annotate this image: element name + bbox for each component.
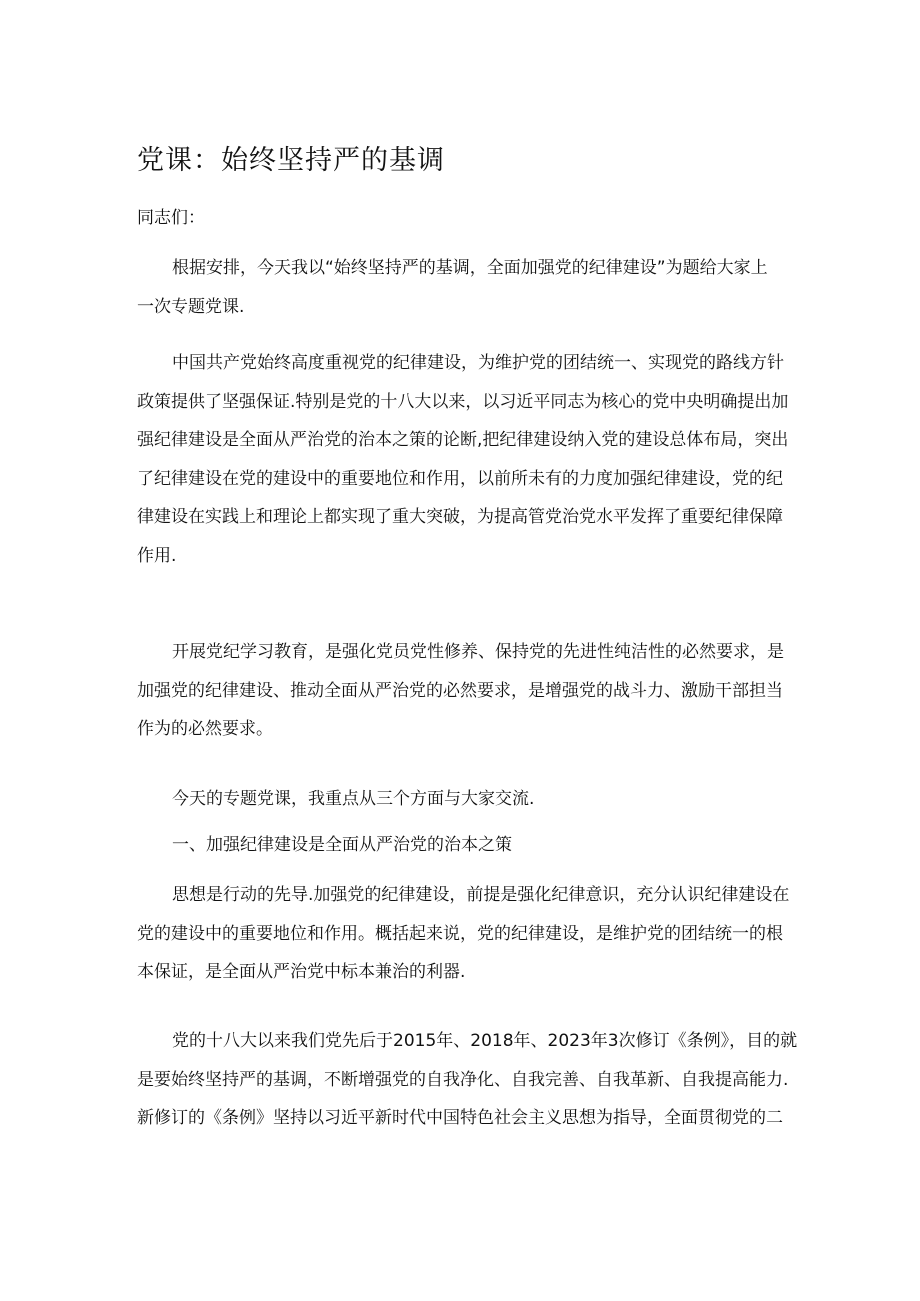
paragraph-line: 根据安排，今天我以“始终坚持严的基调，全面加强党的纪律建设”为题给大家上 xyxy=(172,258,768,278)
paragraph-line: 是要始终坚持严的基调，不断增强党的自我净化、自我完善、自我革新、自我提高能力. xyxy=(137,1069,789,1090)
section-heading-text: 一、加强纪律建设是全面从严治党的治本之策 xyxy=(172,835,512,855)
paragraph-education xyxy=(137,633,797,749)
paragraph-line: 党的十八大以来我们党先后于2015年、2018年、2023年3次修订《条例》，目的就 xyxy=(172,1031,798,1051)
paragraph-line: 思想是行动的先导.加强党的纪律建设，前提是强化纪律意识，充分认识纪律建设在 xyxy=(172,885,790,905)
paragraph-line: 今天的专题党课，我重点从三个方面与大家交流. xyxy=(172,789,535,809)
paragraph-line: 新修订的《条例》坚持以习近平新时代中国特色社会主义思想为指导，全面贯彻党的二 xyxy=(137,1108,783,1128)
paragraph-line: 一次专题党课. xyxy=(137,296,245,317)
paragraph-line: 律建设在实践上和理论上都实现了重大突破，为提高管党治党水平发挥了重要纪律保障 xyxy=(137,507,783,527)
paragraph-line: 政策提供了坚强保证.特别是党的十八大以来，以习近平同志为核心的党中央明确提出加 xyxy=(137,391,789,412)
paragraph-line: 本保证，是全面从严治党中标本兼治的利器. xyxy=(137,962,466,982)
paragraph-line: 中国共产党始终高度重视党的纪律建设，为维护党的团结统一、实现党的路线方针 xyxy=(172,353,784,373)
section-heading-one xyxy=(137,826,797,865)
salutation: 同志们： xyxy=(137,208,205,228)
paragraph-intro xyxy=(137,249,797,326)
paragraph-topic-overview xyxy=(137,780,797,819)
paragraph-line: 开展党纪学习教育，是强化党员党性修养、保持党的先进性纯洁性的必然要求，是 xyxy=(172,642,784,662)
paragraph-thought-guidance xyxy=(137,876,797,992)
paragraph-line: 作为的必然要求。 xyxy=(137,719,273,739)
paragraph-line: 加强党的纪律建设、推动全面从严治党的必然要求，是增强党的战斗力、激励干部担当 xyxy=(137,680,783,701)
paragraph-line: 了纪律建设在党的建设中的重要地位和作用，以前所未有的力度加强纪律建设，党的纪 xyxy=(137,468,783,489)
paragraph-regulation-revision xyxy=(137,1022,797,1138)
paragraph-party-discipline xyxy=(137,344,797,575)
paragraph-line: 强纪律建设是全面从严治党的治本之策的论断,把纪律建设纳入党的建设总体布局，突出 xyxy=(137,430,789,450)
document-title: 党课：始终坚持严的基调 xyxy=(137,145,445,176)
paragraph-line: 作用. xyxy=(137,545,177,566)
paragraph-line: 党的建设中的重要地位和作用。概括起来说，党的纪律建设，是维护党的团结统一的根 xyxy=(137,923,783,944)
